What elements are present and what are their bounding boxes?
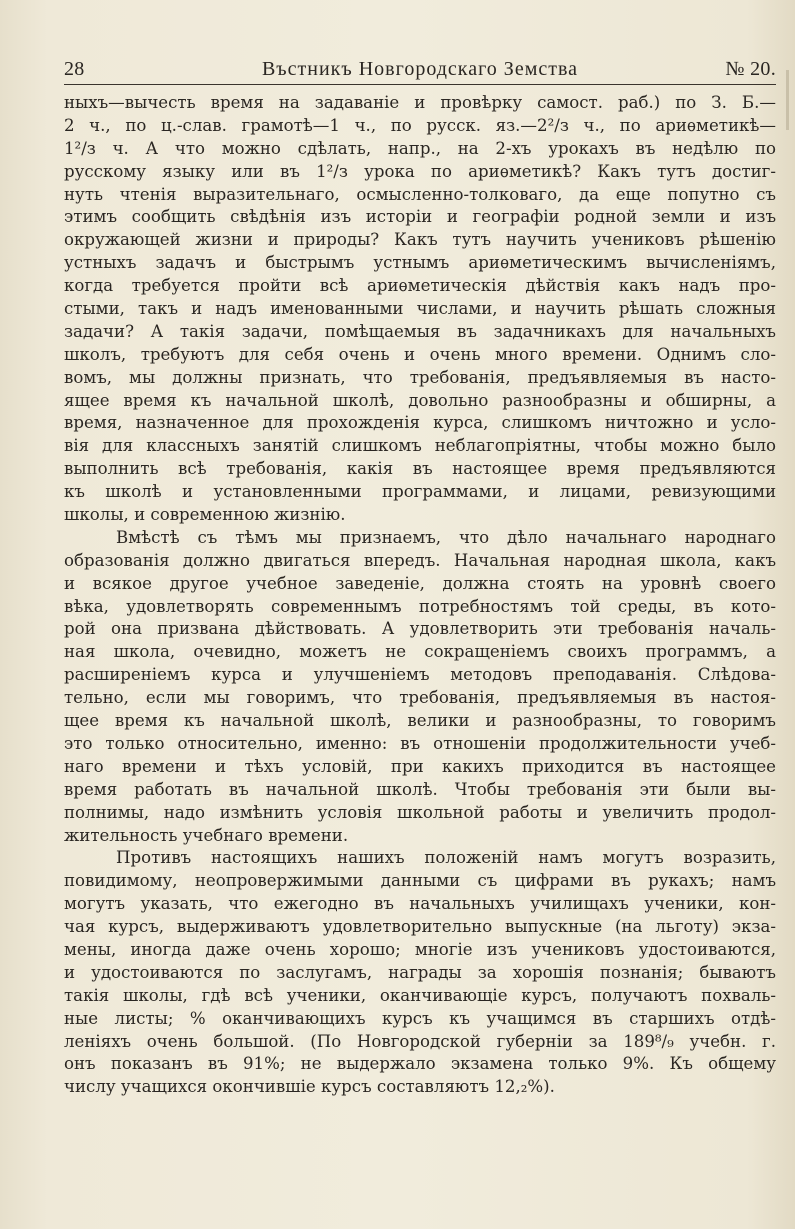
text-line: могутъ указать, что ежегодно въ начальныхъ училищахъ ученики, кон- xyxy=(64,894,776,914)
text-line: время работать въ начальной школѣ. Чтобы требованія эти были вы- xyxy=(64,779,776,799)
text-line: и удостоиваются по заслугамъ, награды за хорошія познанія; бываютъ xyxy=(64,962,776,982)
text-line: образованія должно двигаться впередъ. Начальная народная школа, какъ xyxy=(64,550,776,570)
text-line: вѣка, удовлетворять современнымъ потребностямъ той среды, въ кото- xyxy=(64,596,776,616)
text-line: такія школы, гдѣ всѣ ученики, оканчивающіе курсъ, получаютъ похваль- xyxy=(64,985,776,1005)
text-line: тельно, если мы говоримъ, что требованія, предъявляемыя въ настоя- xyxy=(64,688,776,708)
text-line: школъ, требуютъ для себя очень и очень много времени. Однимъ сло- xyxy=(64,344,776,364)
text-line: это только относительно, именно: въ отношеніи продолжительности учеб- xyxy=(64,733,776,753)
text-line: 1²/з ч. А что можно сдѣлать, напр., на 2-хъ урокахъ въ недѣлю по xyxy=(64,138,776,158)
text-line: этимъ сообщить свѣдѣнія изъ исторіи и географіи родной земли и изъ xyxy=(64,207,776,227)
issue-number: № 20. xyxy=(725,58,776,80)
text-line: рой она призвана дѣйствовать. А удовлетворить эти требованія началь- xyxy=(64,619,776,639)
body-text xyxy=(64,92,776,1099)
text-line: нуть чтенія выразительнаго, осмысленно-толковаго, да еще попутно съ xyxy=(64,184,776,204)
header-rule xyxy=(64,84,776,85)
text-line: и всякое другое учебное заведеніе, должна стоять на уровнѣ своего xyxy=(64,573,776,593)
page-edge-mark xyxy=(786,70,789,130)
text-line: вомъ, мы должны признать, что требованія, предъявляемыя въ насто- xyxy=(64,367,776,387)
text-line: повидимому, неопровержимыми данными съ цифрами въ рукахъ; намъ xyxy=(64,871,776,891)
page-number: 28 xyxy=(64,58,85,80)
text-line: русскому языку или въ 1²/з урока по ариѳметикѣ? Какъ тутъ достиг- xyxy=(64,161,776,181)
text-line: щее время къ начальной школѣ, велики и разнообразны, то говоримъ xyxy=(64,711,776,731)
journal-title: Въстникъ Новгородскаго Земства xyxy=(261,58,579,80)
text-line: мены, иногда даже очень хорошо; многіе изъ учениковъ удостоиваются, xyxy=(64,939,776,959)
text-line: ные листы; % оканчивающихъ курсъ къ учащимся въ старшихъ отдѣ- xyxy=(64,1008,776,1028)
text-line: жительность учебнаго времени. xyxy=(64,825,349,845)
text-line: задачи? А такія задачи, помѣщаемыя въ задачникахъ для начальныхъ xyxy=(64,321,776,341)
text-line: расширеніемъ курса и улучшеніемъ методовъ преподаванія. Слѣдова- xyxy=(64,665,776,685)
text-line: когда требуется пройти всѣ ариѳметическія дѣйствія какъ надъ про- xyxy=(64,276,776,296)
text-line: вія для классныхъ занятій слишкомъ неблагопріятны, чтобы можно было xyxy=(64,436,776,456)
text-line: выполнить всѣ требованія, какія въ настоящее время предъявляются xyxy=(64,459,776,479)
text-line: онъ показанъ въ 91%; не выдержало экзамена только 9%. Къ общему xyxy=(64,1054,776,1074)
text-line: Противъ настоящихъ нашихъ положеній намъ могутъ возразить, xyxy=(116,848,776,868)
text-line: Вмѣстѣ съ тѣмъ мы признаемъ, что дѣло начальнаго народнаго xyxy=(116,527,776,547)
text-line: окружающей жизни и природы? Какъ тутъ научить учениковъ рѣшенію xyxy=(64,230,776,250)
text-line: наго времени и тѣхъ условій, при какихъ приходится въ настоящее xyxy=(64,756,776,776)
text-line: ныхъ—вычесть время на задаваніе и провѣрку самост. раб.) по З. Б.— xyxy=(64,93,776,112)
text-line: устныхъ задачъ и быстрымъ устнымъ ариѳметическимъ вычисленіямъ, xyxy=(64,253,776,273)
text-line: ящее время къ начальной школѣ, довольно разнообразны и обширны, а xyxy=(64,390,776,410)
text-line: ная школа, очевидно, можетъ не сокращеніемъ своихъ программъ, а xyxy=(64,642,776,662)
text-line: къ школѣ и установленными программами, и лицами, ревизующими xyxy=(64,482,776,502)
running-header xyxy=(64,58,776,84)
text-line: стыми, такъ и надъ именованными числами, и научить рѣшать сложныя xyxy=(64,299,776,319)
text-line: числу учащихся окончившіе курсъ составляютъ 12,₂%). xyxy=(64,1077,555,1097)
text-line: полнимы, надо измѣнить условія школьной работы и увеличить продол- xyxy=(64,802,776,822)
text-line: чая курсъ, выдерживаютъ удовлетворительно выпускные (на льготу) экза- xyxy=(64,917,776,937)
text-line: школы, и современною жизнію. xyxy=(64,505,346,525)
text-line: 2 ч., по ц.-слав. грамотѣ—1 ч., по русск. яз.—2²/з ч., по ариѳметикѣ— xyxy=(64,115,776,135)
text-line: время, назначенное для прохожденія курса, слишкомъ ничтожно и усло- xyxy=(64,413,776,433)
text-line: леніяхъ очень большой. (По Новгородской губерніи за 189⁸/₉ учебн. г. xyxy=(64,1031,776,1051)
